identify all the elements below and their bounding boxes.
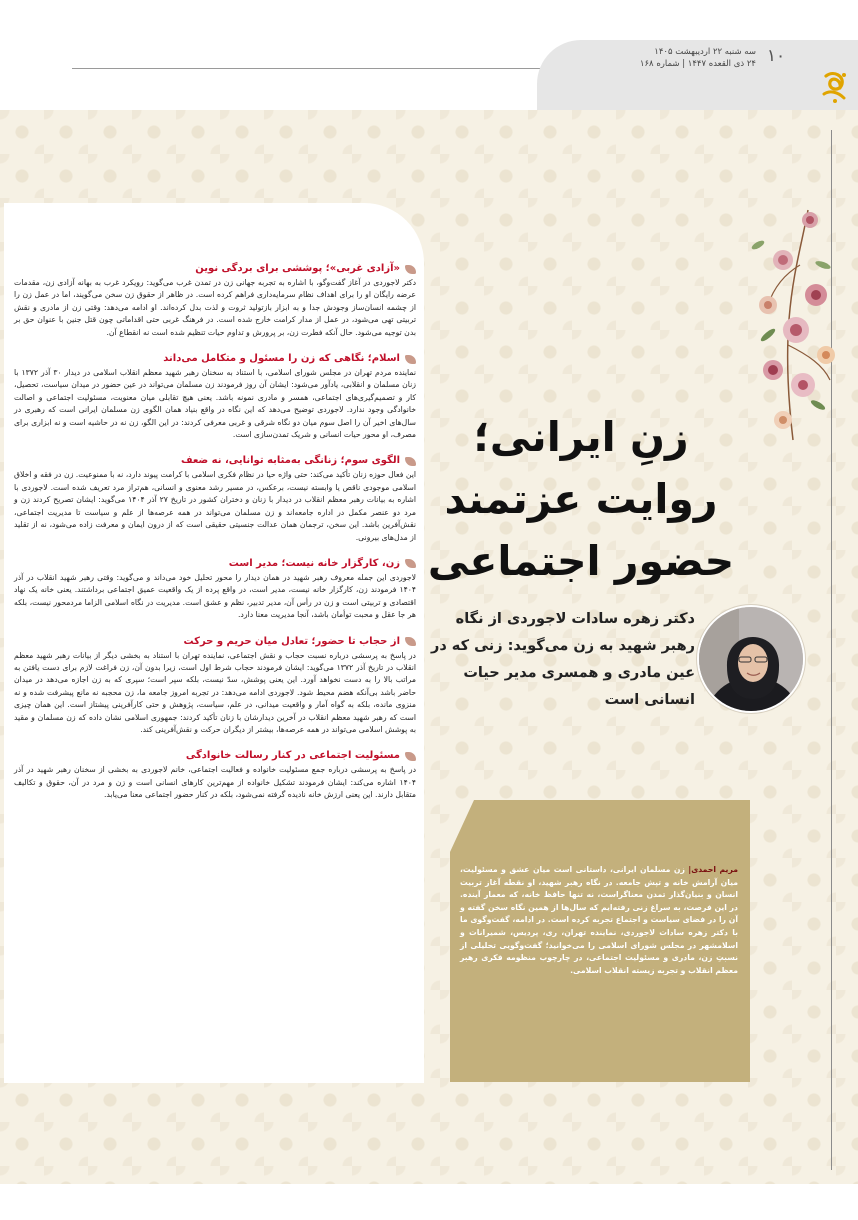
article-section xyxy=(14,635,416,737)
flower-decoration-icon xyxy=(738,205,838,445)
page-number: ۱۰ xyxy=(766,46,786,66)
section-heading: زن، کارگزار خانه نیست؛ مدیر است xyxy=(14,557,416,571)
bullet-icon xyxy=(405,355,416,364)
article-section xyxy=(14,749,416,801)
section-text: لاجوردی این جمله معروف رهبر شهید در همان دیدار را محور تحلیل خود می‌داند و می‌گوید: وقتی رهبر شهید انقلاب در آذر ۱۴۰۴ فرمودند زن، کارگزار خانه نیست، مدیر است، در واقع پرده از یک واقعیت عمیق اجتماعی برداشتند. یعنی خانه یک نهاد اقتصادی و تربیتی است و زن در رأس آن، مدیر تدبیر، نظم و عشق است. مدیریت در نگاه اسلامی الزاما مردمحور نیست، بلکه هر جا عقل و محبت توأمان باشد، آنجا مدیریت معنا دارد. xyxy=(14,572,416,620)
interviewee-portrait xyxy=(697,605,805,713)
intro-body: زن مسلمان ایرانی، داستانی است میان عشق و مسئولیت، میان آرامش خانه و تپش جامعه. در نگاه رهبر شهید، او نقطه آغاز تربیت انسان و بنیان‌گذار تمدن معناگراست، نه تنها حافظ خانه، که معمار آینده. در این فرصت، به سراغ زنی رفته‌ایم که سال‌ها از همین نگاه سخن گفته و آن را در فضای سیاست و اجتماع تجربه کرده است. در ادامه، گفت‌وگوی ما با دکتر زهره سادات لاجوردی، نماینده تهران، ری، پردیس، شمیرانات و اسلامشهر در مجلس شورای اسلامی را می‌خوانید؛ گفت‌وگویی تحلیلی از نسبتِ زن، مادری و مسئولیت اجتماعی، در چارچوب منظومه فکری رهبر معظم انقلاب و تجربه زیسته انقلاب اسلامی. xyxy=(460,865,738,975)
article-section xyxy=(14,454,416,543)
section-heading: مسئولیت اجتماعی در کنار رسالت خانوادگی xyxy=(14,749,416,763)
header-rule xyxy=(72,68,542,69)
headline-line-2: روایت عزتمند xyxy=(444,475,718,523)
section-heading: اسلام؛ نگاهی که زن را مسئول و متکامل می‌داند xyxy=(14,352,416,366)
intro-box-tab xyxy=(450,800,750,852)
page-bottom-margin xyxy=(0,1184,858,1220)
headline-line-1: زنِ ایرانی؛ xyxy=(473,413,689,461)
section-text: دکتر لاجوردی در آغاز گفت‌وگو، با اشاره به تجربه جهانی زن در تمدن غرب می‌گوید: رویکرد غرب به بهانه آزادی زن، مقدمات عرضه رایگان او را برای اهداف نظام سرمایه‌داری فراهم کرده است. در ظاهر از حقوق زن سخن می‌گویند، اما در عمل زن را از چشمه انسان‌ساز وجودش جدا و به ابزار بازتولید ثروت و لذت بدل کرده‌اند. او ادامه می‌دهد: وقتی زن از مادری و نقش تربیتی تهی می‌شود، در عمل از مدار کرامت خارج شده است. در فرهنگ غربی حتی اقداماتی چون قتل جنین با عنوان حق بر بدن توجیه می‌شود. حال آنکه فطرت زن، بر پرورش و تداوم حیات تنظیم شده است نه انقطاع آن. xyxy=(14,278,416,337)
bullet-icon xyxy=(405,637,416,646)
section-text: نماینده مردم تهران در مجلس شورای اسلامی، با استناد به سخنان رهبر شهید معظم انقلاب اسلامی در دیدار ۳۰ آذر ۱۳۷۲ با زنان مسلمان و انقلابی، یادآور می‌شود: ایشان آن روز فرمودند زن مسلمان می‌تواند در عین حضور در میدان سیاست، تحصیل، کار و تصمیم‌گیری‌های اجتماعی، همسر و مادری نمونه باشد. یعنی هیچ تقابلی میان معنویت، مسئولیت اجتماعی و اصالت خانوادگی وجود ندارد. لاجوردی توضیح می‌دهد که این نگاه در واقع بنیاد همان الگوی زن مسلمان ایرانی است که رهبری در سال‌های اخیر آن را اصل سوم میان دو نگاه شرقی و غربی معرفی کردند: در این الگو، زن نه در حاشیه است و نه ابزاری برای مصرف، او محور حیات انسانی و شریک تمدن‌سازی است. xyxy=(14,368,416,440)
section-text: این فعال حوزه زنان تأکید می‌کند: حتی واژه حیا در نظام فکری اسلامی با کرامت پیوند دارد، نه با ممنوعیت. زن در فقه و اخلاق اسلامی موجودی ناقص یا وابسته نیست، برعکس، در مسیر رشد معنوی و انسانی، هم‌تراز مرد تعریف شده است. لاجوردی با اشاره به بیانات رهبر معظم انقلاب در دیدار با زنان و دختران کشور در تاریخ ۲۷ آذر ۱۴۰۴ می‌گوید: ایشان تصریح کردند زن و مرد دو عنصر مکمل در اداره جامعه‌اند و زن مسلمان می‌تواند در همه عرصه‌ها از علم و سیاست تا مدیریت اجتماعی، نقش‌آفرین باشد. این سخن، ترجمان همان عدالت جنسیتی حقیقی است که از درون ایمان و معرفت زاده می‌شود، نه از تقلید از مدل‌های بیرونی. xyxy=(14,470,416,542)
intro-author: مریم احمدی| xyxy=(688,865,738,874)
headline-line-3: حضور اجتماعی xyxy=(427,537,735,585)
portrait-illustration-icon xyxy=(699,607,803,711)
section-heading: الگوی سوم؛ زنانگی به‌مثابه توانایی، نه ضعف xyxy=(14,454,416,468)
bullet-icon xyxy=(405,752,416,761)
issue-date xyxy=(586,46,756,70)
bullet-icon xyxy=(405,265,416,274)
intro-text xyxy=(460,864,738,977)
bullet-icon xyxy=(405,457,416,466)
article-section xyxy=(14,352,416,441)
section-text: در پاسخ به پرسشی درباره جمع مسئولیت خانواده و فعالیت اجتماعی، خانم لاجوردی به بخشی از سخنان رهبر شهید در آذر ۱۴۰۴ اشاره می‌کند: ایشان فرمودند تشکیل خانواده از مهم‌ترین کارهای انسانی است و زن و مرد در آن، حقوق و تکالیف متقابل دارند. این یعنی ارزش خانه نادیده گرفته نمی‌شود، بلکه در کنار حضور اجتماعی معنا می‌یابد. xyxy=(14,765,416,800)
magazine-logo-icon xyxy=(820,70,850,104)
section-heading: «آزادی غربی»؛ پوششی برای بردگی نوین xyxy=(14,262,416,276)
subheadline: دکتر زهره سادات لاجوردی از نگاه رهبر شهید به زن می‌گوید: زنی که در عین مادری و همسری مدیر حیات انسانی است xyxy=(430,611,695,708)
bullet-icon xyxy=(405,559,416,568)
headline xyxy=(420,406,742,592)
issue-date-line2: ۲۴ ذی القعده ۱۴۴۷ | شماره ۱۶۸ xyxy=(639,59,756,69)
section-heading: از حجاب تا حضور؛ تعادل میان حریم و حرکت xyxy=(14,635,416,649)
issue-date-line1: سه شنبه ۲۲ اردیبهشت ۱۴۰۵ xyxy=(654,47,756,57)
article-body xyxy=(14,262,416,815)
article-section xyxy=(14,262,416,339)
article-section xyxy=(14,557,416,622)
section-text: در پاسخ به پرسشی درباره نسبت حجاب و نقش اجتماعی، نماینده تهران با استناد به بخشی دیگر از بیانات رهبر شهید معظم انقلاب در تاریخ آذر ۱۳۷۲ می‌گوید: ایشان فرمودند حجاب شرط اول است، زیرا بدون آن، زن فراغت لازم برای دست یافتن به مراتب بالا را به دست نخواهد آورد. این یعنی پوشش، سدّ نیست، بلکه سپر است؛ سپری که به زن اجازه می‌دهد در میدان حاضر باشد بی‌آنکه هضم محیط شود. لاجوردی ادامه می‌دهد: در تجربه امروز جامعه ما، زن محجبه نه مانع پیشرفت شده و نه منزوی مانده، بلکه به گواه آمار و واقعیت میدانی، در علم، سیاست، پژوهش و حتی کارآفرینی پیشتاز است. این همان چیزی است که رهبر شهید معظم انقلاب در آخرین دیدارشان با زنان تأکید کردند: جمهوری اسلامی نشان داده که زن مسلمان و مقید به پوشش اسلامی می‌تواند در همه عرصه‌ها، بیشتر از دیگران حرکت و نقش‌آفرینی کند. xyxy=(14,650,416,734)
